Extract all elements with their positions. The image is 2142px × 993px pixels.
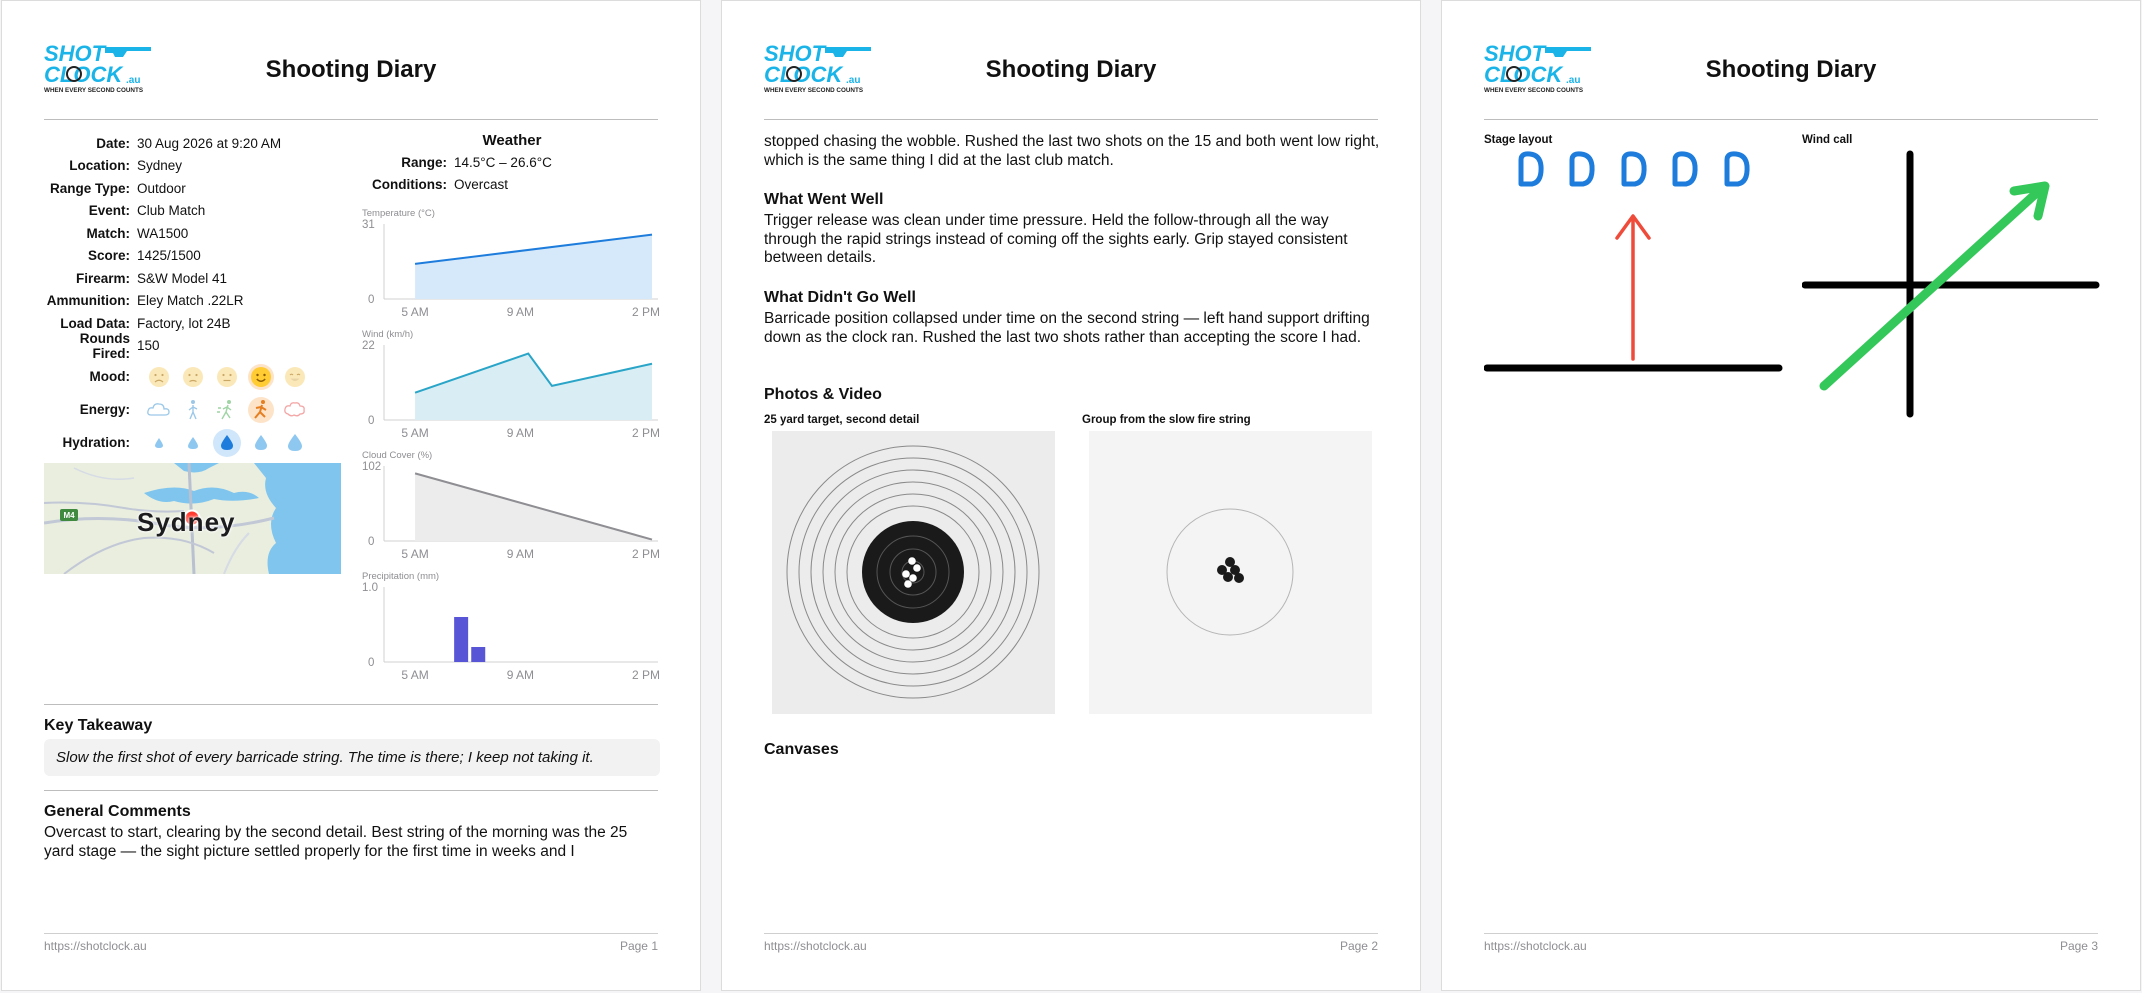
y-tick-label: 0 bbox=[368, 294, 375, 306]
photo-caption: 25 yard target, second detail bbox=[764, 414, 920, 426]
chart-title: Precipitation (mm) bbox=[362, 571, 440, 582]
key-takeaway-text: Slow the first shot of every barricade string. The time is there; I keep not taking it. bbox=[44, 739, 660, 776]
weather-section bbox=[362, 132, 662, 196]
svg-text:WHEN EVERY SECOND COUNTS: WHEN EVERY SECOND COUNTS bbox=[764, 87, 864, 94]
canvases-heading: Canvases bbox=[764, 741, 839, 758]
sad-face-icon bbox=[142, 363, 176, 391]
y-tick-label: 0 bbox=[368, 415, 375, 427]
mood-rating: Mood: bbox=[44, 360, 344, 393]
x-tick-label: 9 AM bbox=[506, 668, 535, 682]
svg-text:CLOCK: CLOCK bbox=[764, 62, 843, 87]
y-tick-label: 22 bbox=[362, 340, 375, 352]
brain-icon bbox=[278, 396, 312, 424]
temperature-chart bbox=[362, 207, 662, 325]
canvas-caption: Stage layout bbox=[1484, 134, 1553, 146]
hydration-rating: Hydration: bbox=[44, 426, 344, 459]
chart-svg bbox=[362, 328, 662, 446]
svg-text:M4: M4 bbox=[63, 511, 75, 520]
detail-row-score: Score: 1425/1500 bbox=[87, 248, 201, 264]
detail-row-match: Match: WA1500 bbox=[86, 225, 189, 241]
x-tick-label: 5 AM bbox=[401, 547, 429, 561]
detail-row-date: Date: 30 Aug 2026 at 9:20 AM bbox=[96, 135, 282, 151]
smiling-face-icon bbox=[244, 363, 278, 391]
x-tick-label: 9 AM bbox=[506, 426, 535, 440]
detail-row-range-type: Range Type: Outdoor bbox=[49, 180, 186, 196]
page-3 bbox=[1441, 0, 2141, 991]
chart-svg bbox=[362, 570, 662, 688]
photos-heading: Photos & Video bbox=[764, 386, 882, 403]
y-tick-label: 102 bbox=[362, 461, 382, 473]
document-title: Shooting Diary bbox=[265, 56, 437, 83]
detail-row-load-data: Load Data: Factory, lot 24B bbox=[60, 315, 231, 331]
drop-xs-icon bbox=[142, 429, 176, 457]
photo-caption: Group from the slow fire string bbox=[1082, 414, 1251, 426]
didnt-go-well-text: Barricade position collapsed under time on the second string — left hand support drifting down as the clock ran. Rushed the last two shots rather than accepting the score I had. bbox=[764, 310, 1370, 346]
x-tick-label: 2 PM bbox=[631, 547, 660, 561]
drop-s-icon bbox=[176, 429, 210, 457]
document-title: Shooting Diary bbox=[1705, 56, 1877, 83]
footer-divider bbox=[44, 933, 658, 934]
footer-url[interactable]: https://shotclock.au bbox=[764, 939, 867, 953]
x-tick-label: 5 AM bbox=[401, 668, 429, 682]
y-tick-label: 31 bbox=[362, 219, 375, 231]
svg-text:WHEN EVERY SECOND COUNTS: WHEN EVERY SECOND COUNTS bbox=[1484, 87, 1584, 94]
target-photo[interactable] bbox=[772, 431, 1055, 719]
walking-person-icon bbox=[176, 396, 210, 424]
svg-text:CLOCK: CLOCK bbox=[44, 62, 123, 87]
page-2 bbox=[721, 0, 1421, 991]
section-divider bbox=[44, 704, 658, 705]
drop-l-icon bbox=[244, 429, 278, 457]
neutral-face-icon bbox=[210, 363, 244, 391]
stage-layout-canvas[interactable] bbox=[1484, 146, 1784, 391]
section-divider bbox=[44, 790, 658, 791]
drop-m-icon bbox=[210, 429, 244, 457]
cloud-icon bbox=[142, 396, 176, 424]
document-title: Shooting Diary bbox=[985, 56, 1157, 83]
x-tick-label: 9 AM bbox=[506, 547, 535, 561]
y-tick-label: 0 bbox=[368, 536, 375, 548]
svg-text:SHOT: SHOT bbox=[1484, 41, 1546, 66]
slightly-sad-face-icon bbox=[176, 363, 210, 391]
svg-text:CLOCK: CLOCK bbox=[1484, 62, 1563, 87]
precipitation-bar bbox=[471, 647, 485, 662]
weather-row-range: Range: 14.5°C – 26.6°C bbox=[401, 154, 552, 170]
header-divider bbox=[44, 119, 658, 120]
x-tick-label: 2 PM bbox=[631, 426, 660, 440]
didnt-go-well-heading: What Didn't Go Well bbox=[764, 289, 916, 306]
chart-title: Wind (km/h) bbox=[362, 329, 414, 340]
general-comments-continued: stopped chasing the wobble. Rushed the last two shots on the 15 and both went low right, which is the same thing I did at the last club match. bbox=[764, 133, 1380, 169]
weather-row-conditions: Conditions: Overcast bbox=[372, 177, 509, 193]
map-city-label: Sydney bbox=[137, 507, 236, 537]
weather-title: Weather bbox=[482, 132, 542, 149]
y-tick-label: 0 bbox=[368, 657, 375, 669]
happy-face-icon bbox=[278, 363, 312, 391]
x-tick-label: 9 AM bbox=[506, 305, 535, 319]
svg-text:.au: .au bbox=[126, 75, 141, 86]
area-fill bbox=[415, 354, 652, 420]
footer-divider bbox=[764, 933, 1378, 934]
running-person-icon bbox=[244, 396, 278, 424]
chart-title: Temperature (°C) bbox=[362, 208, 435, 219]
x-tick-label: 5 AM bbox=[401, 426, 429, 440]
header-divider bbox=[764, 119, 1378, 120]
detail-row-event: Event: Club Match bbox=[88, 203, 206, 219]
location-map[interactable] bbox=[44, 463, 341, 574]
chart-svg bbox=[362, 449, 662, 567]
key-takeaway-heading: Key Takeaway bbox=[44, 717, 153, 734]
precipitation-bar bbox=[454, 617, 468, 662]
footer-url[interactable]: https://shotclock.au bbox=[1484, 939, 1587, 953]
chart-svg bbox=[362, 207, 662, 325]
x-tick-label: 5 AM bbox=[401, 305, 429, 319]
wind-chart bbox=[362, 328, 662, 446]
y-tick-label: 1.0 bbox=[362, 582, 378, 594]
x-tick-label: 2 PM bbox=[631, 305, 660, 319]
canvas-caption: Wind call bbox=[1802, 134, 1853, 146]
svg-text:.au: .au bbox=[846, 75, 861, 86]
detail-row-firearm: Firearm: S&W Model 41 bbox=[75, 270, 228, 286]
drop-xl-icon bbox=[278, 429, 312, 457]
header-divider bbox=[1484, 119, 2098, 120]
svg-text:SHOT: SHOT bbox=[764, 41, 826, 66]
svg-text:.au: .au bbox=[1566, 75, 1581, 86]
chart-title: Cloud Cover (%) bbox=[362, 450, 433, 461]
svg-text:SHOT: SHOT bbox=[44, 41, 106, 66]
area-fill bbox=[415, 235, 652, 299]
detail-row-ammunition: Ammunition: Eley Match .22LR bbox=[46, 293, 244, 309]
fast-walking-icon bbox=[210, 396, 244, 424]
footer-url[interactable]: https://shotclock.au bbox=[44, 939, 147, 953]
detail-row-location: Location: Sydney bbox=[69, 158, 183, 174]
went-well-text: Trigger release was clean under time pressure. Held the follow-through all the way through the rapid strings instead of coming off the sights early. Grip stayed consistent between details. bbox=[764, 212, 1348, 266]
page-number: Page 3 bbox=[2059, 939, 2098, 953]
svg-text:WHEN EVERY SECOND COUNTS: WHEN EVERY SECOND COUNTS bbox=[44, 87, 144, 94]
footer-divider bbox=[1484, 933, 2098, 934]
detail-row-rounds-fired: Rounds Fired: 150 bbox=[79, 330, 160, 361]
general-comments-heading: General Comments bbox=[44, 803, 191, 820]
page-number: Page 2 bbox=[1339, 939, 1378, 953]
wind-call-canvas[interactable] bbox=[1802, 146, 2102, 431]
details-list bbox=[44, 132, 344, 459]
group-photo[interactable] bbox=[1089, 431, 1372, 719]
general-comments-text: Overcast to start, clearing by the second detail. Best string of the morning was the 25 yard stage — the sight picture settled properly for the first time in weeks and I bbox=[44, 824, 628, 860]
precipitation-chart bbox=[362, 570, 662, 688]
went-well-heading: What Went Well bbox=[764, 191, 884, 208]
energy-rating: Energy: bbox=[44, 393, 344, 426]
cloud-cover-chart bbox=[362, 449, 662, 567]
page-1 bbox=[1, 0, 701, 991]
page-number: Page 1 bbox=[619, 939, 658, 953]
x-tick-label: 2 PM bbox=[631, 668, 660, 682]
